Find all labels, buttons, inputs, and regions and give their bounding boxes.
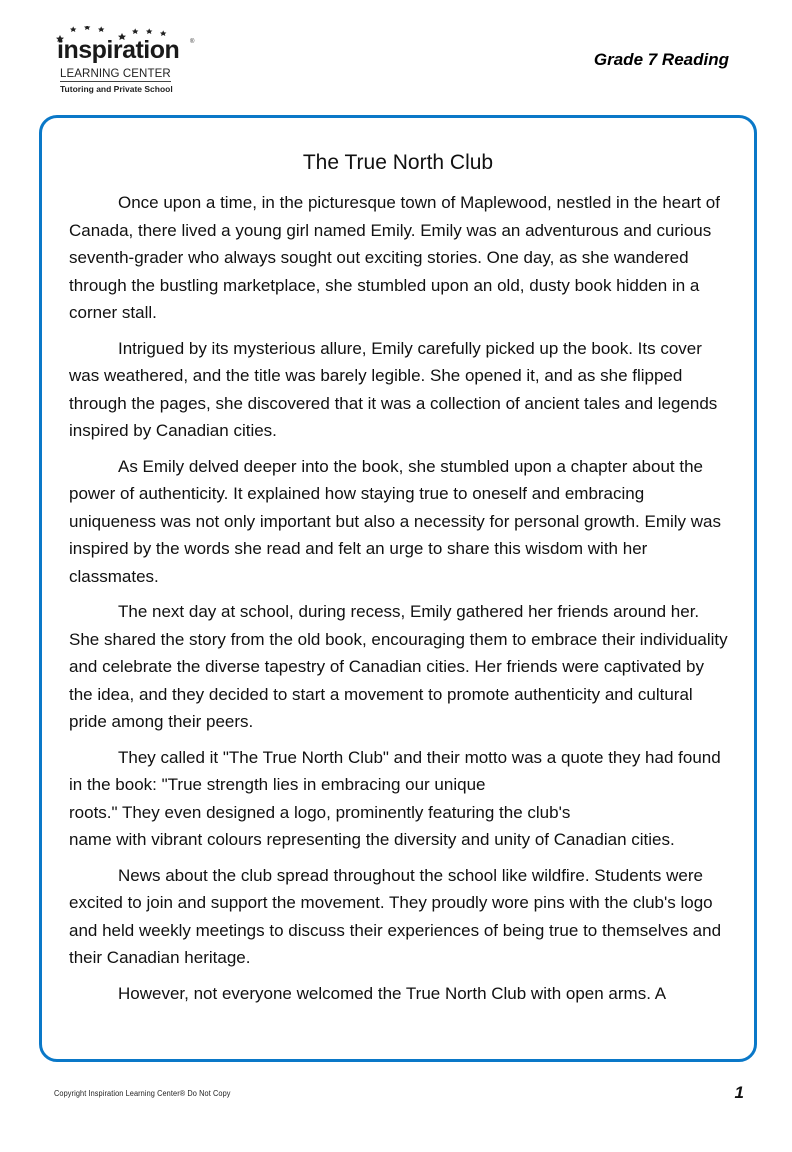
subject-label: Grade 7 Reading xyxy=(593,50,729,69)
paragraph: Intrigued by its mysterious allure, Emily carefully picked up the book. Its cover was weathered, and the title was barely legible. She opened it, and as she flipped through the pages, she discovered that it was a collection of ancient tales and legends inspired by Canadian cities. xyxy=(69,338,718,440)
paragraph: As Emily delved deeper into the book, she stumbled upon a chapter about the power of authenticity. It explained how staying true to oneself and embracing uniqueness was not only important but also a necessity for personal growth. Emily was inspired by the words she read and felt an urge to share this wisdom with her classmates. xyxy=(69,456,721,586)
logo xyxy=(54,26,194,96)
paragraph-line: roots." They even designed a logo, prominently featuring the club's xyxy=(69,802,571,822)
passage-title: The True North Club xyxy=(302,151,494,174)
paragraph xyxy=(69,744,729,854)
paragraph: News about the club spread throughout the school like wildfire. Students were excited to join and support the movement. They proudly wore pins with the club's logo and held weekly meetings to discuss their experiences of being true to themselves and their Canadian heritage. xyxy=(69,865,722,967)
passage-body xyxy=(69,189,729,1015)
registered-mark: ® xyxy=(190,39,195,45)
passage-frame xyxy=(39,115,757,1062)
paragraph-line: name with vibrant colours representing the diversity and unity of Canadian cities. xyxy=(69,830,675,849)
page-number: 1 xyxy=(734,1083,744,1102)
logo-brand: inspiration xyxy=(57,36,180,64)
paragraph: However, not everyone welcomed the True North Club with open arms. A xyxy=(118,983,667,1003)
copyright-notice: Copyright Inspiration Learning Center® Do Not Copy xyxy=(54,1089,231,1098)
paragraph-line: They called it "The True North Club" and their motto was a quote they had found in the book: "True strength lies in embracing our unique xyxy=(69,747,721,794)
logo-tagline: Tutoring and Private School xyxy=(60,84,173,94)
paragraph: Once upon a time, in the picturesque town of Maplewood, nestled in the heart of Canada, there lived a young girl named Emily. Emily was an adventurous and curious seventh-grader who always sought out exciting stories. One day, as she wandered through the bustling marketplace, she stumbled upon an old, dusty book hidden in a corner stall. xyxy=(69,193,720,322)
paragraph: The next day at school, during recess, Emily gathered her friends around her. She shared the story from the old book, encouraging them to embrace their individuality and celebrate the diverse tapestry of Canadian cities. Her friends were captivated by the idea, and they decided to start a movement to promote authenticity and cultural pride among their peers. xyxy=(69,602,728,731)
logo-subtitle: LEARNING CENTER xyxy=(60,68,171,80)
